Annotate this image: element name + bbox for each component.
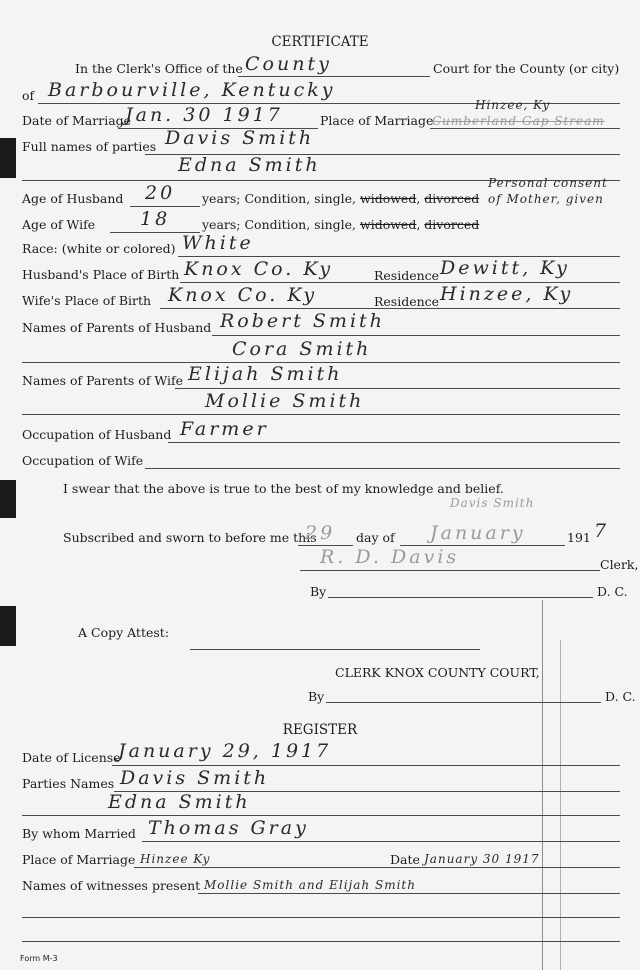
form-id: Form M-3 [20,954,58,963]
place-of-marriage-line [430,128,620,129]
wife-residence-label: Residence [374,294,440,309]
license-date-value: January 29, 1917 [118,740,332,762]
parents-wife-line-1 [175,388,620,389]
wife-birth-label: Wife's Place of Birth [22,293,152,308]
register-place-line [134,867,620,868]
parent-wife-1: Elijah Smith [188,363,343,385]
age-wife-label: Age of Wife [22,217,96,232]
clerk-office-label: In the Clerk's Office of the [75,61,243,76]
subscribed-text: Subscribed and sworn to before me this [63,530,317,545]
by-label-1: By [310,584,327,599]
parties-names-label: Parties Names [22,776,115,791]
license-date-label: Date of License [22,750,121,765]
clerk-office-suffix: Court for the County (or city) [433,61,620,76]
husband-birth-label: Husband's Place of Birth [22,267,180,282]
married-by-label: By whom Married [22,826,136,841]
day-of-label: day of [356,530,395,545]
fold-crease [542,600,543,970]
fold-crease [560,640,561,970]
parent-husband-2: Cora Smith [232,338,372,360]
register-party-2: Edna Smith [108,791,251,813]
party-1-name: Davis Smith [165,127,315,149]
clerk-office-line [238,76,430,77]
age-husband-value: 20 [145,182,176,204]
wife-condition-text: years; Condition, single, widowed, divorced [202,217,480,232]
consent-note-line-2: of Mother, given [488,192,604,206]
clerk-signature: R. D. Davis [320,546,460,568]
witnesses-line-3 [22,941,620,942]
date-of-marriage-label: Date of Marriage [22,113,132,128]
occupation-husband-label: Occupation of Husband [22,427,172,442]
occupation-husband-line [168,442,620,443]
wife-birth-value: Knox Co. Ky [168,284,318,306]
copy-attest-line [190,649,480,650]
age-wife-value: 18 [140,208,171,230]
date-of-marriage-value: Jan. 30 1917 [125,104,283,126]
register-place-label: Place of Marriage [22,852,136,867]
month-value: January [430,522,526,544]
of-label: of [22,88,35,103]
parents-wife-label: Names of Parents of Wife [22,373,184,388]
register-place-value: Hinzee Ky [140,852,211,866]
register-party-1: Davis Smith [120,767,270,789]
clerk-label: Clerk, [600,557,639,572]
parent-husband-1: Robert Smith [220,310,385,332]
register-date-label: Date [390,852,420,867]
place-of-marriage-label: Place of Marriage [320,113,434,128]
by-line-1 [328,597,593,598]
married-by-line [142,841,620,842]
witnesses-line-2 [22,917,620,918]
dc-label-2: D. C. [605,689,636,704]
clerk-knox-label: CLERK KNOX COUNTY COURT, [335,665,540,680]
age-husband-line [130,206,200,207]
by-line-2 [326,702,601,703]
occupation-wife-label: Occupation of Wife [22,453,144,468]
subscribed-day-value: 29 [305,522,336,544]
of-value: Barbourville, Kentucky [48,79,336,101]
age-husband-label: Age of Husband [22,191,124,206]
husband-residence-value: Dewitt, Ky [440,257,570,279]
occupation-wife-line [145,468,620,469]
husband-residence-label: Residence [374,268,440,283]
witnesses-value: Mollie Smith and Elijah Smith [204,878,416,892]
register-date-value: January 30 1917 [424,852,540,866]
place-of-marriage-value: Hinzee, Ky [475,98,551,112]
husband-condition-text: years; Condition, single, widowed, divorced [202,191,480,206]
parents-husband-label: Names of Parents of Husband [22,320,212,335]
year-suffix-value: 7 [594,520,610,542]
parties-names-line-2 [22,815,620,816]
year-prefix: 191 [567,530,591,545]
parents-husband-line-1 [212,335,620,336]
certificate-title: CERTIFICATE [271,34,369,50]
clerk-office-value: County [245,53,332,75]
binding-mark-lower [0,606,16,646]
oath-signature: Davis Smith [450,496,535,510]
by-label-2: By [308,689,325,704]
party-2-name: Edna Smith [178,154,321,176]
parent-wife-2: Mollie Smith [205,390,365,412]
register-title: REGISTER [282,722,358,738]
married-by-value: Thomas Gray [148,817,309,839]
witnesses-line-1 [198,893,620,894]
clerk-signature-line [300,570,600,571]
binding-mark-middle [0,480,16,518]
consent-note-line-1: Personal consent [488,176,608,190]
dc-label-1: D. C. [597,584,628,599]
husband-birth-value: Knox Co. Ky [184,258,334,280]
parents-wife-line-2 [22,414,620,415]
license-date-line [112,765,620,766]
place-of-marriage-note: Cumberland Gap Stream [432,114,605,128]
wife-residence-value: Hinzee, Ky [440,283,574,305]
binding-mark-top [0,138,16,178]
race-label: Race: (white or colored) [22,241,176,256]
race-value: White [182,232,254,254]
occupation-husband-value: Farmer [180,418,269,440]
copy-attest-label: A Copy Attest: [78,625,170,640]
witnesses-label: Names of witnesses present [22,878,201,893]
oath-text: I swear that the above is true to the best of my knowledge and belief. [63,481,504,496]
full-names-label: Full names of parties [22,139,157,154]
